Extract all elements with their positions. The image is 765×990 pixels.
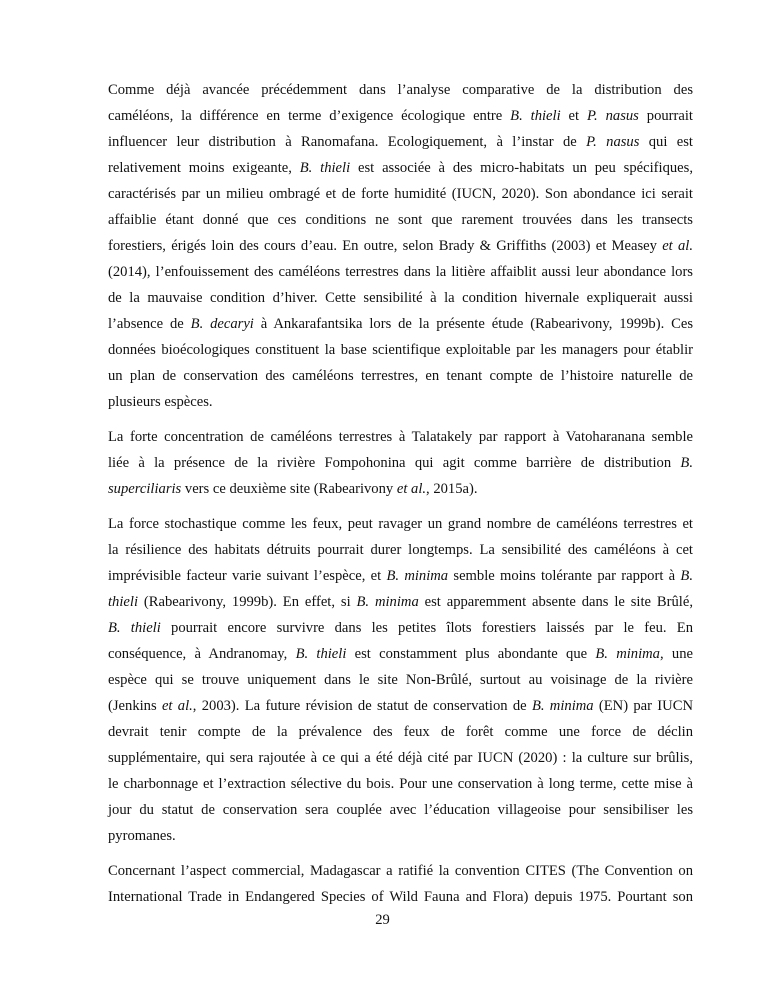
text-segment: (2014), l’enfouissement des caméléons terrestres dans la litière affaiblit aussi leur abondance lors bbox=[108, 264, 693, 280]
text-segment: semble moins tolérante par rapport à bbox=[448, 568, 681, 584]
text-segment: l’absence de bbox=[108, 316, 191, 332]
italic-text: B. minima bbox=[595, 646, 660, 662]
text-segment: le charbonnage et l’extraction sélective du bois. Pour une conservation à long terme, cette mise à bbox=[108, 776, 693, 792]
text-line bbox=[108, 77, 693, 103]
text-segment: un plan de conservation des caméléons terrestres, en tenant compte de l’histoire naturelle de bbox=[108, 368, 693, 384]
text-line bbox=[108, 641, 693, 667]
text-segment: , 2015a). bbox=[426, 481, 478, 497]
text-segment: est constamment plus abondante que bbox=[346, 646, 596, 662]
italic-text: B. minima bbox=[356, 594, 419, 610]
text-segment: plusieurs espèces. bbox=[108, 394, 213, 410]
text-line bbox=[108, 719, 693, 745]
italic-text: superciliaris bbox=[108, 481, 182, 497]
text-line bbox=[108, 589, 693, 615]
text-segment: données bioécologiques constituent la base scientifique exploitable par les managers pour établir bbox=[108, 342, 693, 358]
text-line bbox=[108, 181, 693, 207]
text-line bbox=[108, 155, 693, 181]
text-line bbox=[108, 667, 693, 693]
text-segment: conséquence, à Andranomay, bbox=[108, 646, 296, 662]
text-segment: affaiblie étant donné que ces conditions ne sont que rarement trouvées dans les transects bbox=[108, 212, 693, 228]
italic-text: B. thieli bbox=[299, 160, 351, 176]
text-line bbox=[108, 511, 693, 537]
text-segment: vers ce deuxième site (Rabearivony bbox=[181, 481, 397, 497]
document-body bbox=[108, 77, 693, 919]
text-segment: est associée à des micro-habitats un peu spécifiques, bbox=[350, 160, 693, 176]
italic-text: P. nasus bbox=[587, 108, 639, 124]
text-line bbox=[108, 858, 693, 884]
text-segment: influencer leur distribution à Ranomafana. Ecologiquement, à l’instar de bbox=[108, 134, 587, 150]
text-segment: Concernant l’aspect commercial, Madagascar a ratifié la convention CITES (The Convention on bbox=[108, 863, 693, 879]
text-segment: Comme déjà avancée précédemment dans l’analyse comparative de la distribution des bbox=[108, 82, 693, 98]
text-line bbox=[108, 693, 693, 719]
text-line bbox=[108, 207, 693, 233]
paragraph bbox=[108, 511, 693, 849]
text-segment: , 2003). La future révision de statut de conservation de bbox=[192, 698, 532, 714]
text-line bbox=[108, 823, 693, 849]
text-segment: devrait tenir compte de la prévalence des feux de forêt comme une force de déclin bbox=[108, 724, 693, 740]
text-segment: supplémentaire, qui sera rajoutée à ce qui a été déjà cité par IUCN (2020) : la culture sur brûlis, bbox=[108, 750, 693, 766]
text-segment: International Trade in Endangered Species of Wild Fauna and Flora) depuis 1975. Pourtant son bbox=[108, 889, 693, 905]
text-line bbox=[108, 233, 693, 259]
text-line bbox=[108, 771, 693, 797]
italic-text: B. thieli bbox=[108, 620, 161, 636]
text-segment: est apparemment absente dans le site Brûlé, bbox=[418, 594, 693, 610]
text-line bbox=[108, 424, 693, 450]
page-number: 29 bbox=[375, 912, 390, 928]
text-segment: liée à la présence de la rivière Fompohonina qui agit comme barrière de distribution bbox=[108, 455, 681, 471]
italic-text: et al. bbox=[396, 481, 427, 497]
text-segment: forestiers, érigés loin des cours d’eau. En outre, selon Brady & Griffiths (2003) et Measey bbox=[108, 238, 663, 254]
text-line bbox=[108, 129, 693, 155]
text-segment: et bbox=[560, 108, 588, 124]
text-line bbox=[108, 615, 693, 641]
text-segment: (Rabearivony, 1999b). En effet, si bbox=[138, 594, 357, 610]
text-line bbox=[108, 884, 693, 910]
text-segment: espèce qui se trouve uniquement dans le site Non-Brûlé, surtout au voisinage de la rivière bbox=[108, 672, 693, 688]
italic-text: B. bbox=[680, 455, 693, 471]
italic-text: B. bbox=[680, 568, 693, 584]
italic-text: et al. bbox=[161, 698, 193, 714]
text-line bbox=[108, 103, 693, 129]
text-segment: relativement moins exigeante, bbox=[108, 160, 300, 176]
paragraph bbox=[108, 424, 693, 502]
text-segment: (Jenkins bbox=[108, 698, 162, 714]
text-segment: caméléons, la différence en terme d’exigence écologique entre bbox=[108, 108, 511, 124]
text-segment: pourrait encore survivre dans les petites îlots forestiers laissés par le feu. En bbox=[160, 620, 693, 636]
text-line bbox=[108, 389, 693, 415]
text-line bbox=[108, 476, 693, 502]
italic-text: P. nasus bbox=[586, 134, 640, 150]
text-line bbox=[108, 337, 693, 363]
italic-text: B. minima bbox=[531, 698, 594, 714]
text-segment: (EN) par IUCN bbox=[593, 698, 693, 714]
paragraph bbox=[108, 77, 693, 415]
text-line bbox=[108, 563, 693, 589]
text-segment: qui est bbox=[639, 134, 693, 150]
text-line bbox=[108, 259, 693, 285]
text-segment: caractérisés par un milieu ombragé et de forte humidité (IUCN, 2020). Son abondance ici serait bbox=[108, 186, 693, 202]
text-line bbox=[108, 450, 693, 476]
italic-text: et al. bbox=[662, 238, 693, 254]
text-line bbox=[108, 363, 693, 389]
text-segment: La force stochastique comme les feux, peut ravager un grand nombre de caméléons terrestres et bbox=[108, 516, 693, 532]
italic-text: B. thieli bbox=[510, 108, 561, 124]
paragraph bbox=[108, 858, 693, 910]
italic-text: B. minima bbox=[386, 568, 449, 584]
italic-text: B. thieli bbox=[295, 646, 347, 662]
text-segment: à Ankarafantsika lors de la présente étude (Rabearivony, 1999b). Ces bbox=[253, 316, 693, 332]
italic-text: thieli bbox=[108, 594, 138, 610]
text-segment: la résilience des habitats détruits pourrait durer longtemps. La sensibilité des caméléons à cet bbox=[108, 542, 693, 558]
text-segment: , une bbox=[659, 646, 693, 662]
text-segment: imprévisible facteur varie suivant l’espèce, et bbox=[108, 568, 387, 584]
italic-text: B. decaryi bbox=[190, 316, 254, 332]
text-segment: pourrait bbox=[638, 108, 693, 124]
text-segment: jour du statut de conservation sera couplée avec l’éducation villageoise pour sensibiliser les bbox=[108, 802, 693, 818]
text-segment: La forte concentration de caméléons terrestres à Talatakely par rapport à Vatoharanana semble bbox=[108, 429, 693, 445]
text-line bbox=[108, 285, 693, 311]
text-segment: pyromanes. bbox=[108, 828, 176, 844]
text-segment: de la mauvaise condition d’hiver. Cette sensibilité à la condition hivernale expliquerait aussi bbox=[108, 290, 693, 306]
text-line bbox=[108, 311, 693, 337]
text-line bbox=[108, 797, 693, 823]
text-line bbox=[108, 745, 693, 771]
text-line bbox=[108, 537, 693, 563]
